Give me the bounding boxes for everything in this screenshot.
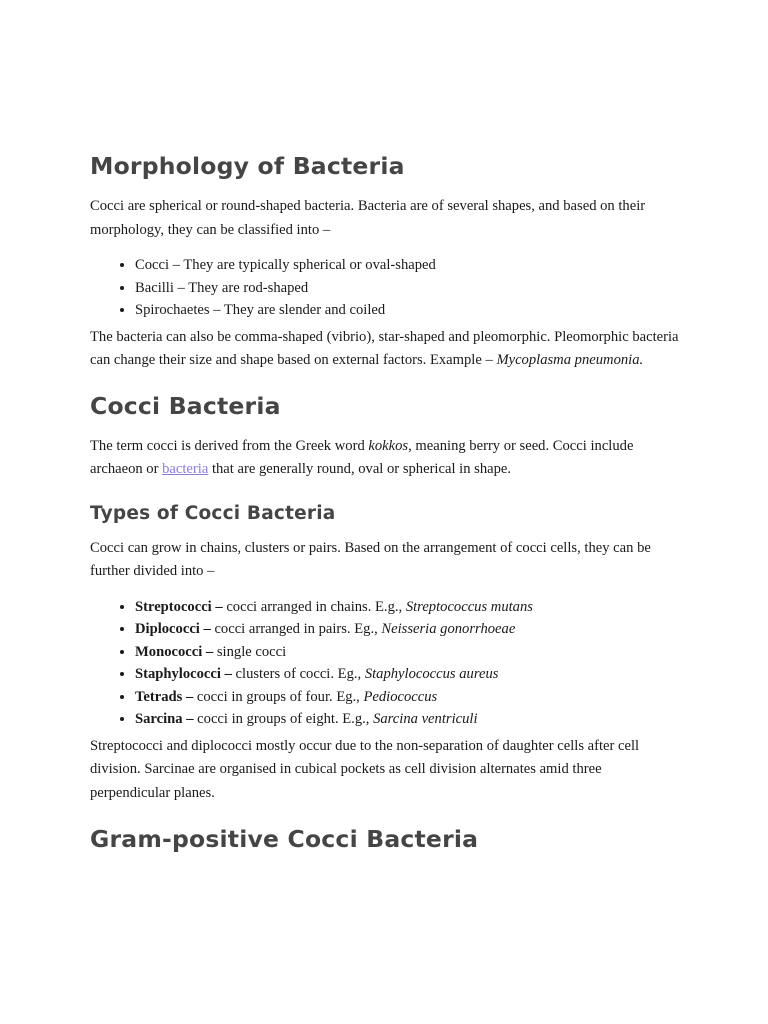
bacteria-link[interactable]: bacteria — [162, 461, 209, 477]
type-desc: cocci in groups of eight. E.g., — [193, 711, 374, 727]
type-term: Tetrads – — [135, 688, 194, 705]
list-item: • Cocci – They are typically spherical or oval-shaped — [135, 254, 680, 277]
pleomorphic-example: Mycoplasma pneumonia. — [496, 352, 644, 368]
heading-cocci-bacteria: Cocci Bacteria — [90, 391, 281, 420]
type-example: Staphylococcus aureus — [364, 666, 499, 682]
type-term: Streptococci – — [135, 598, 223, 615]
cocci-text-c: that are generally round, oval or spherical in shape. — [208, 461, 512, 477]
type-term: Monococci – — [135, 643, 214, 660]
list-item — [135, 618, 680, 641]
heading-gram-positive-cocci-bacteria: Gram-positive Cocci Bacteria — [90, 825, 479, 853]
type-term: Staphylococci – — [135, 666, 232, 682]
cocci-definition-paragraph — [90, 435, 680, 482]
type-desc: clusters of cocci. Eg., — [231, 666, 365, 682]
type-example: Pediococcus — [363, 688, 438, 705]
list-item: • Spirochaetes – They are slender and coiled — [135, 299, 680, 322]
list-item: • Bacilli – They are rod-shaped — [135, 277, 680, 300]
bacteria-shape-list — [90, 254, 680, 322]
type-example: Neisseria gonorrhoeae — [381, 621, 516, 637]
cocci-types-list — [90, 596, 680, 731]
intro-paragraph: Cocci are spherical or round-shaped bacteria. Bacteria are of several shapes, and based on their morphology, they can be classified into – — [90, 198, 646, 238]
cocci-text-b: , meaning berry or seed. Cocci include archaeon or — [90, 437, 634, 477]
closing-paragraph: Streptococci and diplococci mostly occur due to the non-separation of daughter cells after cell division. Sarcinae are organised in cubical pockets as cell division alternates amid three perpendicular planes. — [90, 737, 640, 801]
type-term: Sarcina – — [135, 711, 194, 727]
types-intro-paragraph: Cocci can grow in chains, clusters or pairs. Based on the arrangement of cocci cells, they can be further divided into – — [90, 539, 651, 579]
type-example: Streptococcus mutans — [405, 598, 533, 615]
type-desc: cocci arranged in pairs. Eg., — [210, 621, 382, 637]
list-item — [135, 641, 680, 664]
article-body — [90, 150, 680, 868]
list-item — [135, 686, 680, 709]
type-desc: cocci arranged in chains. E.g., — [222, 598, 406, 615]
type-desc: single cocci — [213, 643, 287, 660]
pleomorphic-text: The bacteria can also be comma-shaped (vibrio), star-shaped and pleomorphic. Pleomorphic bacteria can change their size and shape based on external factors. Example – — [90, 328, 679, 368]
type-example: Sarcina ventriculi — [373, 711, 478, 727]
type-desc: cocci in groups of four. Eg., — [193, 688, 364, 705]
heading-types-of-cocci-bacteria: Types of Cocci Bacteria — [90, 502, 336, 524]
list-item — [135, 663, 680, 686]
cocci-text-a: The term cocci is derived from the Greek word — [90, 437, 369, 454]
list-item — [135, 596, 680, 619]
heading-morphology-of-bacteria: Morphology of Bacteria — [90, 152, 405, 180]
type-term: Diplococci – — [135, 621, 211, 637]
cocci-greek-word: kokkos — [368, 437, 409, 454]
pleomorphic-paragraph — [90, 326, 680, 373]
list-item — [135, 708, 680, 731]
